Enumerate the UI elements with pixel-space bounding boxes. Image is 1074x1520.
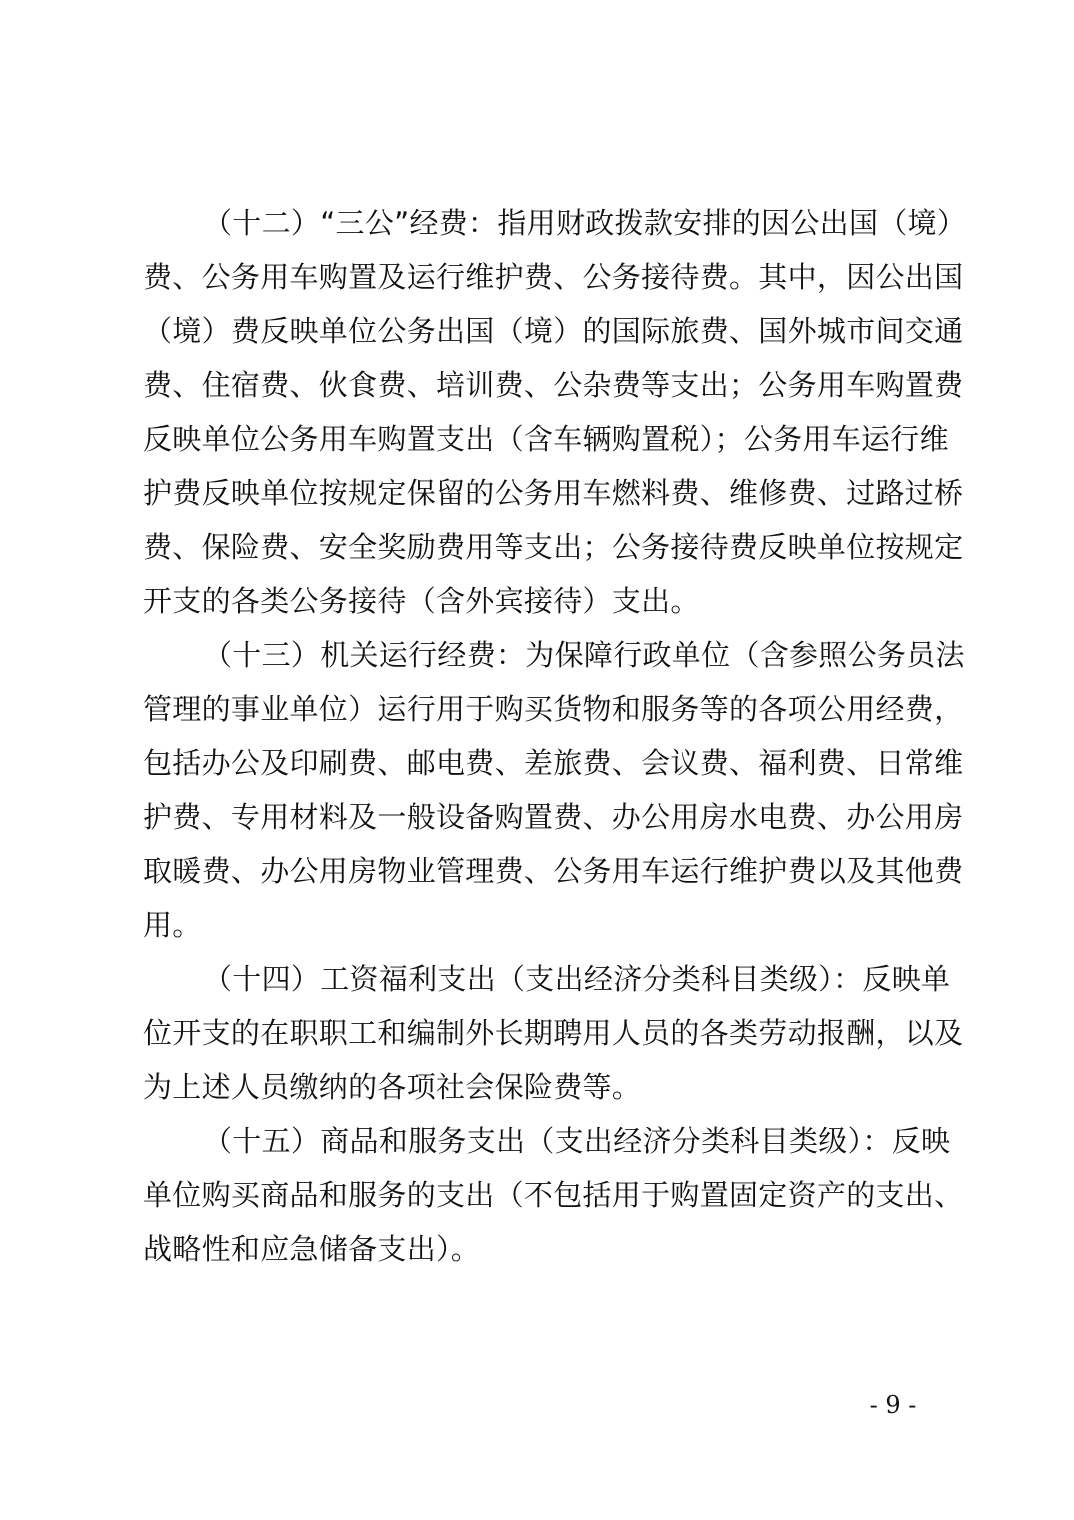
paragraph-line: （十二）“三公”经费：指用财政拨款安排的因公出国（境） (203, 206, 967, 240)
paragraph-item-13 (143, 628, 965, 952)
paragraph-line: 战略性和应急储备支出）。 (143, 1232, 481, 1266)
paragraph-line: 反映单位公务用车购置支出（含车辆购置税）；公务用车运行维 (143, 422, 949, 456)
paragraph-line: 费、公务用车购置及运行维护费、公务接待费。其中，因公出国 (143, 260, 964, 294)
paragraph-line: 为上述人员缴纳的各项社会保险费等。 (143, 1070, 642, 1104)
paragraph-line: 位开支的在职职工和编制外长期聘用人员的各类劳动报酬，以及 (143, 1016, 964, 1050)
paragraph-item-14 (143, 952, 964, 1114)
paragraph-line: （十三）机关运行经费：为保障行政单位（含参照公务员法 (203, 638, 965, 672)
paragraph-item-15 (143, 1114, 964, 1276)
paragraph-line: 管理的事业单位）运行用于购买货物和服务等的各项公用经费， (143, 692, 964, 726)
paragraph-line: 开支的各类公务接待（含外宾接待）支出。 (143, 584, 700, 618)
paragraph-line: 费、保险费、安全奖励费用等支出；公务接待费反映单位按规定 (143, 530, 964, 564)
page-number: - 9 - (869, 1391, 917, 1419)
paragraph-line: 护费反映单位按规定保留的公务用车燃料费、维修费、过路过桥 (143, 476, 964, 510)
paragraph-line: 包括办公及印刷费、邮电费、差旅费、会议费、福利费、日常维 (143, 746, 964, 780)
document-body (143, 196, 967, 1276)
paragraph-line: （境）费反映单位公务出国（境）的国际旅费、国外城市间交通 (143, 314, 964, 348)
paragraph-line: （十四）工资福利支出（支出经济分类科目类级）：反映单 (203, 962, 951, 996)
paragraph-line: （十五）商品和服务支出（支出经济分类科目类级）：反映 (203, 1124, 951, 1158)
paragraph-line: 用。 (143, 908, 202, 942)
paragraph-line: 费、住宿费、伙食费、培训费、公杂费等支出；公务用车购置费 (143, 368, 964, 402)
paragraph-line: 单位购买商品和服务的支出（不包括用于购置固定资产的支出、 (143, 1178, 964, 1212)
paragraph-line: 护费、专用材料及一般设备购置费、办公用房水电费、办公用房 (143, 800, 964, 834)
paragraph-line: 取暖费、办公用房物业管理费、公务用车运行维护费以及其他费 (143, 854, 964, 888)
paragraph-item-12 (143, 196, 967, 628)
